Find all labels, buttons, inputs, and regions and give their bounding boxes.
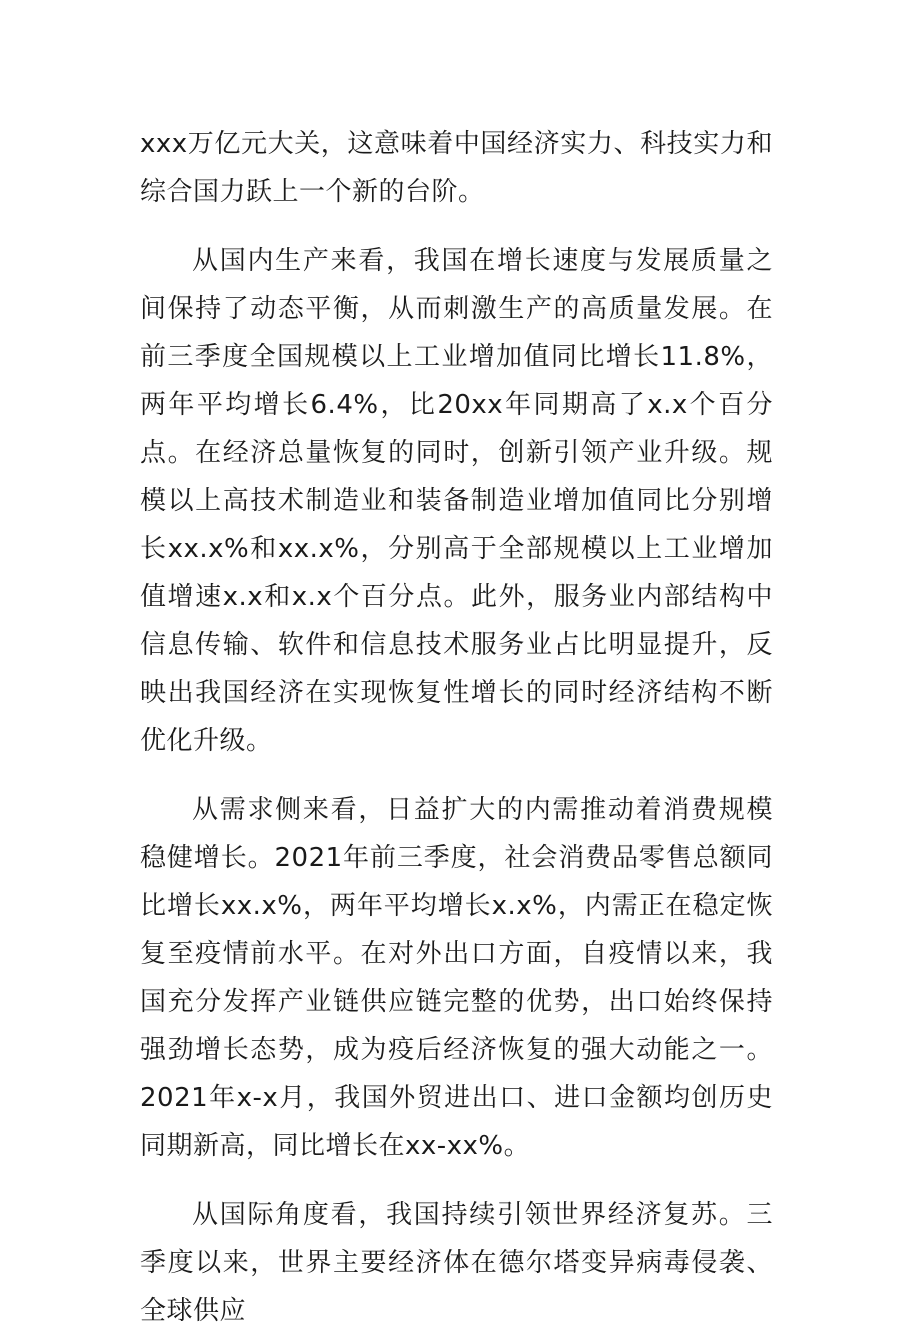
document-body (140, 120, 773, 1335)
paragraph-demand-side: 从需求侧来看，日益扩大的内需推动着消费规模稳健增长。2021年前三季度，社会消费品零售总额同比增长xx.x%，两年平均增长x.x%，内需正在稳定恢复至疫情前水平。在对外出口方面，自疫情以来，我国充分发挥产业链供应链完整的优势，出口始终保持强劲增长态势，成为疫后经济恢复的强大动能之一。2021年x-x月，我国外贸进出口、进口金额均创历史同期新高，同比增长在xx-xx%。 (140, 795, 773, 1161)
paragraph-continuation: xxx万亿元大关，这意味着中国经济实力、科技实力和综合国力跃上一个新的台阶。 (140, 129, 773, 207)
paragraph-international: 从国际角度看，我国持续引领世界经济复苏。三季度以来，世界主要经济体在德尔塔变异病毒侵袭、全球供应 (140, 1200, 773, 1326)
paragraph-domestic-production: 从国内生产来看，我国在增长速度与发展质量之间保持了动态平衡，从而刺激生产的高质量发展。在前三季度全国规模以上工业增加值同比增长11.8%，两年平均增长6.4%，比20xx年同期高了x.x个百分点。在经济总量恢复的同时，创新引领产业升级。规模以上高技术制造业和装备制造业增加值同比分别增长xx.x%和xx.x%，分别高于全部规模以上工业增加值增速x.x和x.x个百分点。此外，服务业内部结构中信息传输、软件和信息技术服务业占比明显提升，反映出我国经济在实现恢复性增长的同时经济结构不断优化升级。 (140, 246, 773, 756)
